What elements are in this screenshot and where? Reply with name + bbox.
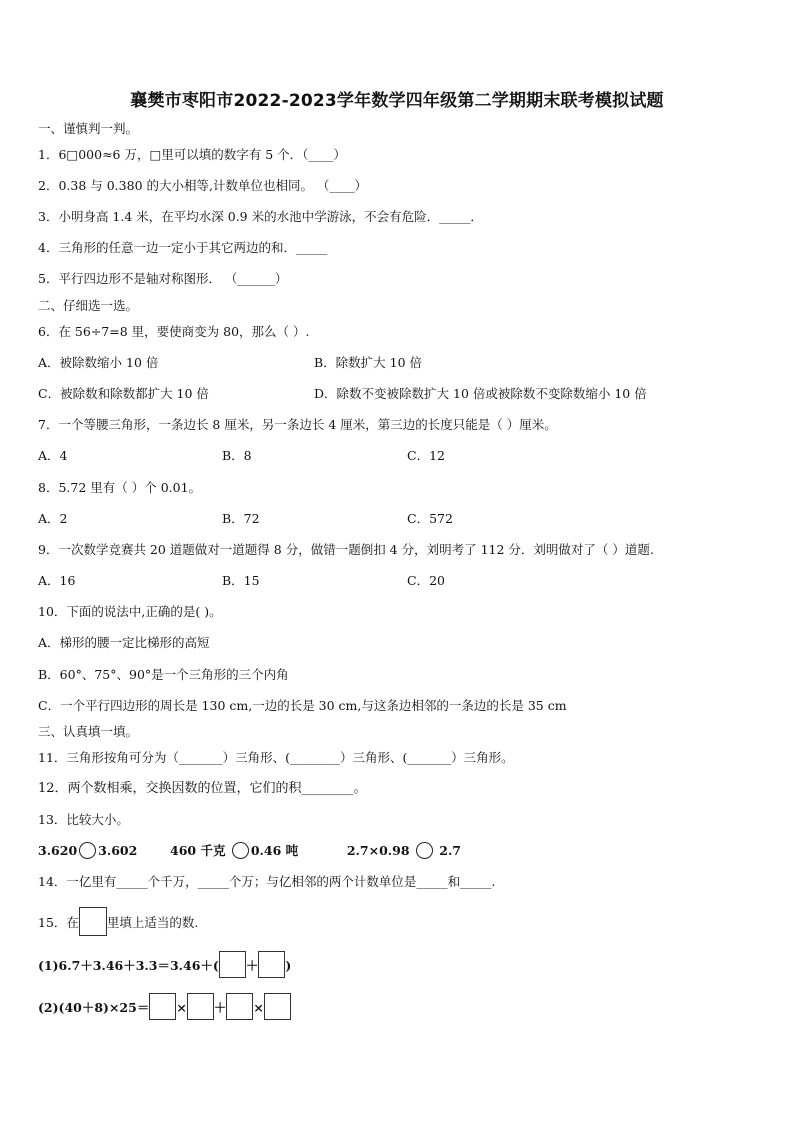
question-13: 13．比较大小。 — [38, 812, 129, 827]
q8-option-a: A．2 — [38, 511, 68, 526]
times-sign: × — [176, 1000, 187, 1015]
q10-option-a: A．梯形的腰一定比梯形的高短 — [38, 635, 210, 650]
q8-option-b: B．72 — [222, 511, 260, 526]
section-heading-judge: 一、谨慎判一判。 — [38, 121, 139, 136]
q15-part-2-expression: (2)(40＋8)×25＝ — [38, 1000, 150, 1015]
q15-suffix: 里填上适当的数. — [106, 915, 199, 930]
q9-option-c: C．20 — [407, 573, 445, 588]
compare-2-left: 460 千克 — [170, 843, 226, 858]
answer-box[interactable] — [219, 951, 246, 978]
q13-comparisons — [38, 843, 461, 860]
compare-3-left: 2.7×0.98 — [346, 843, 410, 858]
question-15 — [38, 909, 198, 938]
question-7: 7．一个等腰三角形，一条边长 8 厘米，另一条边长 4 厘米，第三边的长度只能是（ ）厘米。 — [38, 417, 557, 432]
question-5: 5．平行四边形不是轴对称图形． （______） — [38, 271, 288, 286]
q6-option-c: C．被除数和除数都扩大 10 倍 — [38, 386, 209, 401]
q15-part-1-expression: (1)6.7＋3.46＋3.3＝3.46＋( — [38, 958, 219, 973]
compare-2 — [170, 843, 302, 858]
q6-option-b: B．除数扩大 10 倍 — [314, 355, 423, 370]
q7-option-b: B．8 — [222, 448, 252, 463]
answer-box[interactable] — [187, 993, 214, 1020]
question-1: 1．6□000≈6 万，□里可以填的数字有 5 个．（____） — [38, 147, 346, 162]
question-3: 3．小明身高 1.4 米，在平均水深 0.9 米的水池中学游泳，不会有危险．_____． — [38, 209, 483, 224]
answer-box[interactable] — [149, 993, 176, 1020]
compare-circle[interactable] — [79, 842, 96, 859]
section-heading-choose: 二、仔细选一选。 — [38, 298, 139, 313]
compare-2-right: 0.46 吨 — [250, 843, 299, 858]
q6-option-a: A．被除数缩小 10 倍 — [38, 355, 159, 370]
q7-option-a: A．4 — [38, 448, 68, 463]
q15-part-1 — [38, 953, 291, 980]
plus-sign: ＋ — [213, 1000, 227, 1015]
compare-circle[interactable] — [232, 842, 249, 859]
q10-option-b: B．60°、75°、90°是一个三角形的三个内角 — [38, 667, 289, 682]
compare-1-right: 3.602 — [98, 843, 138, 858]
times-sign: × — [253, 1000, 264, 1015]
q9-option-a: A．16 — [38, 573, 76, 588]
q8-option-c: C．572 — [407, 511, 453, 526]
answer-box[interactable] — [258, 951, 285, 978]
plus-sign: ＋ — [245, 958, 259, 973]
question-14: 14．一亿里有_____个千万，_____个万；与亿相邻的两个计数单位是_____和_____. — [38, 874, 496, 889]
compare-3-right: 2.7 — [439, 843, 461, 858]
question-12: 12．两个数相乘，交换因数的位置，它们的积________。 — [38, 781, 367, 796]
q9-option-b: B．15 — [222, 573, 260, 588]
question-6: 6．在 56÷7=8 里，要使商变为 80，那么（ ）. — [38, 324, 310, 339]
question-9: 9．一次数学竞赛共 20 道题做对一道题得 8 分，做错一题倒扣 4 分，刘明考了 112 分．刘明做对了（ ）道题. — [38, 542, 654, 557]
q10-option-c: C．一个平行四边形的周长是 130 cm,一边的长是 30 cm,与这条边相邻的一条边的长是 35 cm — [38, 698, 567, 713]
question-11: 11．三角形按角可分为（_______）三角形、(________）三角形、(_______）三角形。 — [38, 750, 514, 765]
q15-prefix: 15．在 — [38, 915, 79, 930]
question-2: 2．0.38 与 0.380 的大小相等,计数单位也相同。 （____） — [38, 178, 367, 193]
compare-circle[interactable] — [416, 842, 433, 859]
q15-part-2 — [38, 995, 291, 1022]
answer-box[interactable] — [79, 907, 107, 936]
answer-box[interactable] — [226, 993, 253, 1020]
closing-paren: ) — [285, 958, 292, 973]
compare-1-left: 3.620 — [38, 843, 78, 858]
q7-option-c: C．12 — [407, 448, 445, 463]
q6-option-d: D．除数不变被除数扩大 10 倍或被除数不变除数缩小 10 倍 — [314, 386, 647, 401]
question-10: 10．下面的说法中,正确的是( )。 — [38, 604, 222, 619]
answer-box[interactable] — [264, 993, 291, 1020]
question-8: 8．5.72 里有（ ）个 0.01。 — [38, 480, 202, 495]
question-4: 4．三角形的任意一边一定小于其它两边的和．_____ — [38, 240, 328, 255]
compare-1 — [38, 843, 142, 858]
page-title: 襄樊市枣阳市2022-2023学年数学四年级第二学期期末联考模拟试题 — [130, 91, 664, 111]
compare-3 — [347, 843, 461, 858]
section-heading-fill: 三、认真填一填。 — [38, 724, 139, 739]
